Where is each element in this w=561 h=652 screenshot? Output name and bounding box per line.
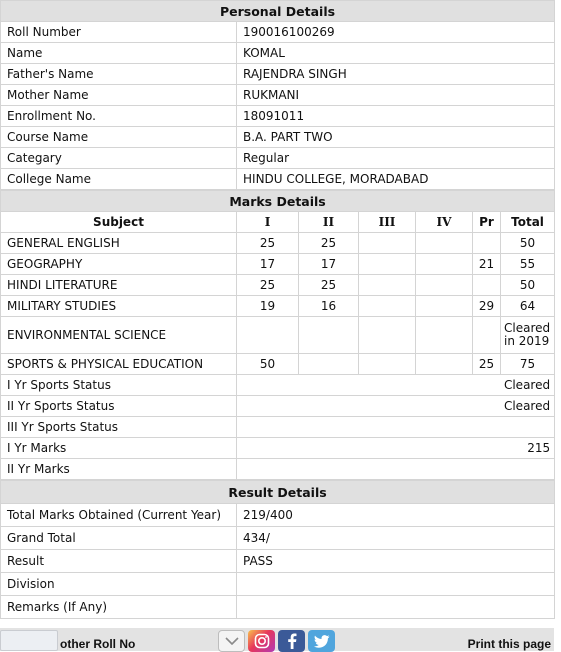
table-row — [1, 396, 555, 417]
footer-bar — [0, 628, 554, 651]
field-value: HINDU COLLEGE, MORADABAD — [237, 169, 555, 190]
table-row — [1, 550, 555, 573]
field-value: 18091011 — [237, 106, 555, 127]
table-row — [1, 22, 555, 43]
table-row — [1, 85, 555, 106]
subject-name: HINDI LITERATURE — [1, 275, 237, 296]
subject-name: ENVIRONMENTAL SCIENCE — [1, 317, 237, 354]
marks-total: 55 — [501, 254, 555, 275]
status-label: I Yr Sports Status — [1, 375, 237, 396]
status-value: Cleared — [237, 396, 555, 417]
marks-total: Cleared in 2019 — [501, 317, 555, 354]
marks-pr: 25 — [473, 354, 501, 375]
subject-name: GEOGRAPHY — [1, 254, 237, 275]
marks-pr — [473, 233, 501, 254]
field-value: 190016100269 — [237, 22, 555, 43]
table-row — [1, 43, 555, 64]
marks-iv — [416, 296, 473, 317]
marks-total: 50 — [501, 275, 555, 296]
table-row — [1, 573, 555, 596]
marks-iii — [359, 296, 416, 317]
column-header-total: Total — [501, 212, 555, 233]
status-value — [237, 459, 555, 480]
marks-total: 50 — [501, 233, 555, 254]
table-row — [1, 438, 555, 459]
field-label: Enrollment No. — [1, 106, 237, 127]
status-value — [237, 417, 555, 438]
marks-iv — [416, 233, 473, 254]
field-value: Regular — [237, 148, 555, 169]
table-row — [1, 375, 555, 396]
field-label: College Name — [1, 169, 237, 190]
marks-iv — [416, 275, 473, 296]
marks-total: 75 — [501, 354, 555, 375]
field-value: B.A. PART TWO — [237, 127, 555, 148]
marks-ii — [299, 317, 359, 354]
table-row — [1, 254, 555, 275]
table-row — [1, 317, 555, 354]
other-roll-button[interactable] — [0, 630, 58, 651]
status-value: Cleared — [237, 375, 555, 396]
table-row — [1, 504, 555, 527]
table-row — [1, 64, 555, 85]
table-row — [1, 275, 555, 296]
field-value: 434/ — [237, 527, 555, 550]
table-row — [1, 596, 555, 619]
status-label: II Yr Sports Status — [1, 396, 237, 417]
marks-total: 64 — [501, 296, 555, 317]
field-label: Grand Total — [1, 527, 237, 550]
marks-pr: 29 — [473, 296, 501, 317]
table-row — [1, 417, 555, 438]
marks-iv — [416, 317, 473, 354]
other-roll-link[interactable]: other Roll No — [60, 637, 136, 651]
field-label: Categary — [1, 148, 237, 169]
field-value: RUKMANI — [237, 85, 555, 106]
field-label: Name — [1, 43, 237, 64]
marks-pr: 21 — [473, 254, 501, 275]
marks-details-table — [0, 190, 555, 480]
chevron-down-icon[interactable] — [218, 630, 245, 652]
field-value — [237, 596, 555, 619]
marks-iv — [416, 354, 473, 375]
field-label: Roll Number — [1, 22, 237, 43]
instagram-icon[interactable] — [248, 630, 275, 652]
table-row — [1, 127, 555, 148]
table-row — [1, 233, 555, 254]
column-header-subject: Subject — [1, 212, 237, 233]
status-label: II Yr Marks — [1, 459, 237, 480]
marks-iv — [416, 254, 473, 275]
field-label: Result — [1, 550, 237, 573]
result-details-heading: Result Details — [1, 481, 555, 504]
marks-iii — [359, 275, 416, 296]
marks-header-row — [1, 212, 555, 233]
marks-iii — [359, 233, 416, 254]
marks-i: 50 — [237, 354, 299, 375]
twitter-icon[interactable] — [308, 630, 335, 652]
table-row — [1, 296, 555, 317]
print-page-link[interactable]: Print this page — [467, 637, 551, 651]
personal-details-table — [0, 0, 555, 190]
field-value: RAJENDRA SINGH — [237, 64, 555, 85]
field-label: Remarks (If Any) — [1, 596, 237, 619]
personal-details-heading: Personal Details — [1, 1, 555, 22]
field-value — [237, 573, 555, 596]
column-header-ii: II — [299, 212, 359, 233]
facebook-icon[interactable] — [278, 630, 305, 652]
field-label: Total Marks Obtained (Current Year) — [1, 504, 237, 527]
marks-ii: 17 — [299, 254, 359, 275]
table-row — [1, 459, 555, 480]
marks-ii — [299, 354, 359, 375]
share-icons — [218, 630, 335, 652]
subject-name: GENERAL ENGLISH — [1, 233, 237, 254]
field-label: Father's Name — [1, 64, 237, 85]
marks-i: 19 — [237, 296, 299, 317]
field-label: Division — [1, 573, 237, 596]
marks-iii — [359, 317, 416, 354]
marks-pr — [473, 317, 501, 354]
field-label: Mother Name — [1, 85, 237, 106]
status-value: 215 — [237, 438, 555, 459]
marks-i — [237, 317, 299, 354]
status-label: III Yr Sports Status — [1, 417, 237, 438]
marks-iii — [359, 254, 416, 275]
marks-iii — [359, 354, 416, 375]
column-header-iii: III — [359, 212, 416, 233]
result-details-table — [0, 480, 555, 619]
marks-i: 17 — [237, 254, 299, 275]
column-header-pr: Pr — [473, 212, 501, 233]
marks-details-heading: Marks Details — [1, 191, 555, 212]
subject-name: SPORTS & PHYSICAL EDUCATION — [1, 354, 237, 375]
marks-i: 25 — [237, 233, 299, 254]
marks-ii: 25 — [299, 233, 359, 254]
table-row — [1, 527, 555, 550]
field-value: 219/400 — [237, 504, 555, 527]
table-row — [1, 169, 555, 190]
table-row — [1, 106, 555, 127]
marks-pr — [473, 275, 501, 296]
marks-ii: 25 — [299, 275, 359, 296]
column-header-iv: IV — [416, 212, 473, 233]
field-label: Course Name — [1, 127, 237, 148]
subject-name: MILITARY STUDIES — [1, 296, 237, 317]
field-value: KOMAL — [237, 43, 555, 64]
status-label: I Yr Marks — [1, 438, 237, 459]
column-header-i: I — [237, 212, 299, 233]
marks-ii: 16 — [299, 296, 359, 317]
table-row — [1, 148, 555, 169]
marks-i: 25 — [237, 275, 299, 296]
field-value: PASS — [237, 550, 555, 573]
table-row — [1, 354, 555, 375]
